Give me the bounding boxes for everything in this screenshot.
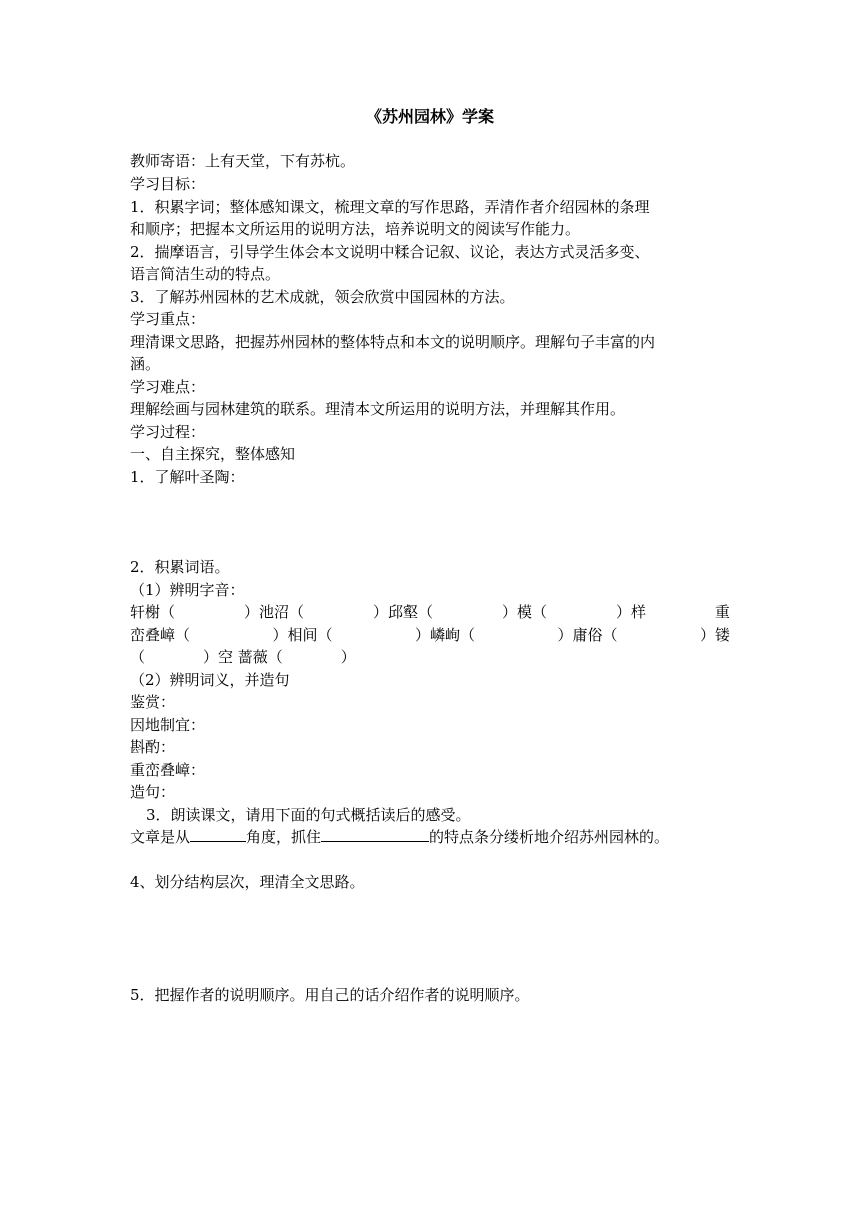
item-1: 1．了解叶圣陶： xyxy=(130,468,245,486)
teacher-words: 教师寄语：上有天堂，下有苏杭。 xyxy=(130,152,356,170)
pinyin-cell: ）空 蔷薇（ xyxy=(203,648,283,666)
pinyin-cell: ） xyxy=(340,648,356,666)
goal-3: 3．了解苏州园林的艺术成就，领会欣赏中国园林的方法。 xyxy=(130,288,515,306)
word-1: 鉴赏： xyxy=(130,693,176,711)
pinyin-row-2 xyxy=(130,624,730,646)
pinyin-cell: ）镂 xyxy=(699,626,730,644)
pinyin-cell: 峦叠嶂（ xyxy=(130,626,191,644)
sub-1-heading: （1）辨明字音： xyxy=(130,581,245,599)
sentence-part: 文章是从 xyxy=(130,828,191,846)
pinyin-cell: 轩榭（ xyxy=(130,603,176,621)
difficulty-heading: 学习难点： xyxy=(130,378,206,396)
pinyin-cell: 重 xyxy=(714,603,730,621)
pinyin-row-1 xyxy=(130,601,730,623)
pinyin-cell: ）嶙峋（ xyxy=(414,626,475,644)
pinyin-row-3 xyxy=(130,646,730,668)
pinyin-cell: ）相间（ xyxy=(272,626,333,644)
pinyin-cell: ）邱壑（ xyxy=(372,603,433,621)
word-3: 斟酌： xyxy=(130,738,176,756)
blank-line[interactable] xyxy=(190,826,246,842)
sentence-part: 角度，抓住 xyxy=(246,828,322,846)
pinyin-cell: ）池沼（ xyxy=(243,603,304,621)
summary-sentence xyxy=(130,826,730,848)
pinyin-cell: ）模（ xyxy=(501,603,547,621)
item-5: 5．把握作者的说明顺序。用自己的话介绍作者的说明顺序。 xyxy=(130,986,530,1004)
goals-heading: 学习目标： xyxy=(130,175,206,193)
sub-2-heading: （2）辨明词义，并造句 xyxy=(130,671,290,689)
sentence-part: 的特点条分缕析地介绍苏州园林的。 xyxy=(429,828,670,846)
section-1-heading: 一、自主探究，整体感知 xyxy=(130,445,296,463)
item-3: 3．朗读课文，请用下面的句式概括读后的感受。 xyxy=(146,806,471,824)
blank-line[interactable] xyxy=(321,826,429,842)
key-line-2: 涵。 xyxy=(130,355,161,373)
goal-2-line-1: 2．揣摩语言，引导学生体会本文说明中糅合记叙、议论，表达方式灵活多变、 xyxy=(130,243,650,261)
difficulty-text: 理解绘画与园林建筑的联系。理清本文所运用的说明方法，并理解其作用。 xyxy=(130,400,626,418)
goal-1-line-2: 和顺序；把握本文所运用的说明方法，培养说明文的阅读写作能力。 xyxy=(130,220,581,238)
item-2: 2．积累词语。 xyxy=(130,558,230,576)
key-line-1: 理清课文思路，把握苏州园林的整体特点和本文的说明顺序。理解句子丰富的内 xyxy=(130,333,656,351)
page-title: 《苏州园林》学案 xyxy=(365,107,494,126)
pinyin-cell: ）样 xyxy=(615,603,646,621)
word-5: 造句： xyxy=(130,783,176,801)
goal-2-line-2: 语言简洁生动的特点。 xyxy=(130,265,281,283)
item-4: 4、划分结构层次，理清全文思路。 xyxy=(130,873,365,891)
word-4: 重峦叠嶂： xyxy=(130,761,206,779)
word-2: 因地制宜： xyxy=(130,716,206,734)
process-heading: 学习过程： xyxy=(130,423,206,441)
pinyin-cell: （ xyxy=(130,648,146,666)
pinyin-cell: ）庸俗（ xyxy=(557,626,618,644)
goal-1-line-1: 1．积累字词；整体感知课文，梳理文章的写作思路，弄清作者介绍园林的条理 xyxy=(130,198,650,216)
key-heading: 学习重点： xyxy=(130,310,206,328)
